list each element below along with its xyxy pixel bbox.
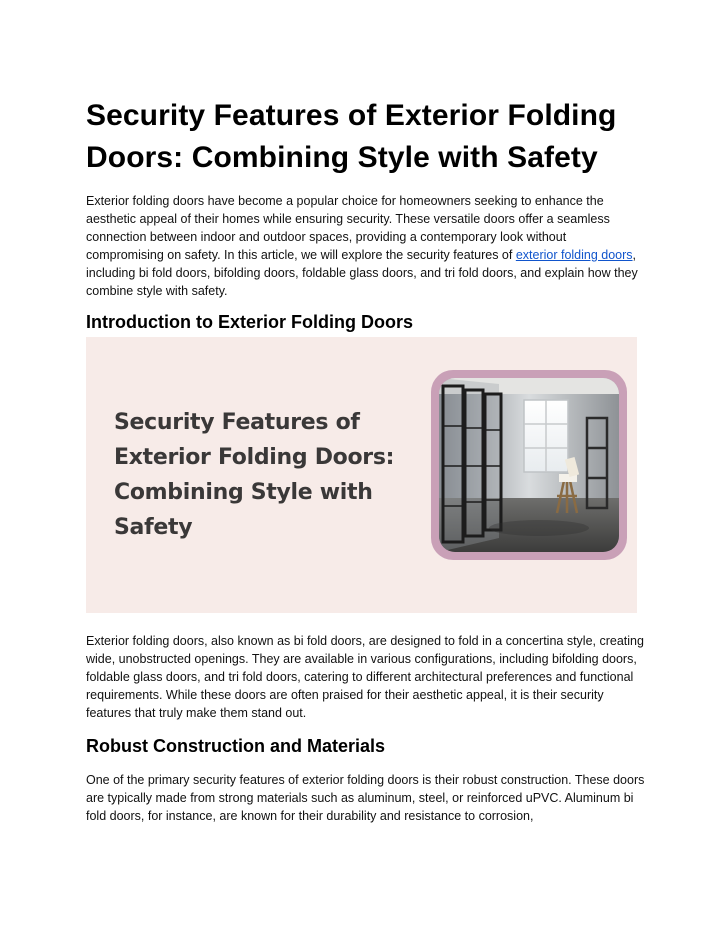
folding-door-room-photo bbox=[439, 378, 619, 552]
intro-text-after-link: , including bi fold doors, bifolding doors, foldable glass doors, and tri fold doors, and explain how they combine style with safety. bbox=[86, 248, 638, 298]
article-banner-image bbox=[86, 337, 637, 613]
intro-text-before-link: Exterior folding doors have become a popular choice for homeowners seeking to enhance the aesthetic appeal of their homes while ensuring security. These versatile doors offer a seamless connection between indoor and outdoor spaces, providing a contemporary look without compromising on safety. In this article, we will explore the security features of bbox=[86, 194, 610, 262]
section-heading-construction: Robust Construction and Materials bbox=[86, 736, 386, 756]
page-title: Security Features of Exterior Folding Doors: Combining Style with Safety bbox=[86, 99, 617, 174]
section1-paragraph: Exterior folding doors, also known as bi fold doors, are designed to fold in a concertina style, creating wide, unobstructed openings. They are available in various configurations, including bifolding doors, foldable glass doors, and tri fold doors, catering to different architectural preferences and functional requirements. While these doors are often praised for their aesthetic appeal, it is their security features that truly make them stand out. bbox=[86, 634, 644, 720]
banner-title: Security Features of Exterior Folding Doors: Combining Style with Safety bbox=[114, 410, 395, 540]
exterior-folding-doors-link[interactable]: exterior folding doors bbox=[515, 248, 633, 262]
section2-paragraph: One of the primary security features of exterior folding doors is their robust construction. These doors are typically made from strong materials such as aluminum, steel, or reinforced uPVC. Aluminum bi fold doors, for instance, are known for their durability and resistance to corrosion, bbox=[86, 773, 645, 823]
section-heading-introduction: Introduction to Exterior Folding Doors bbox=[86, 312, 413, 332]
room-photo-illustration bbox=[439, 378, 619, 552]
intro-paragraph bbox=[86, 192, 646, 300]
